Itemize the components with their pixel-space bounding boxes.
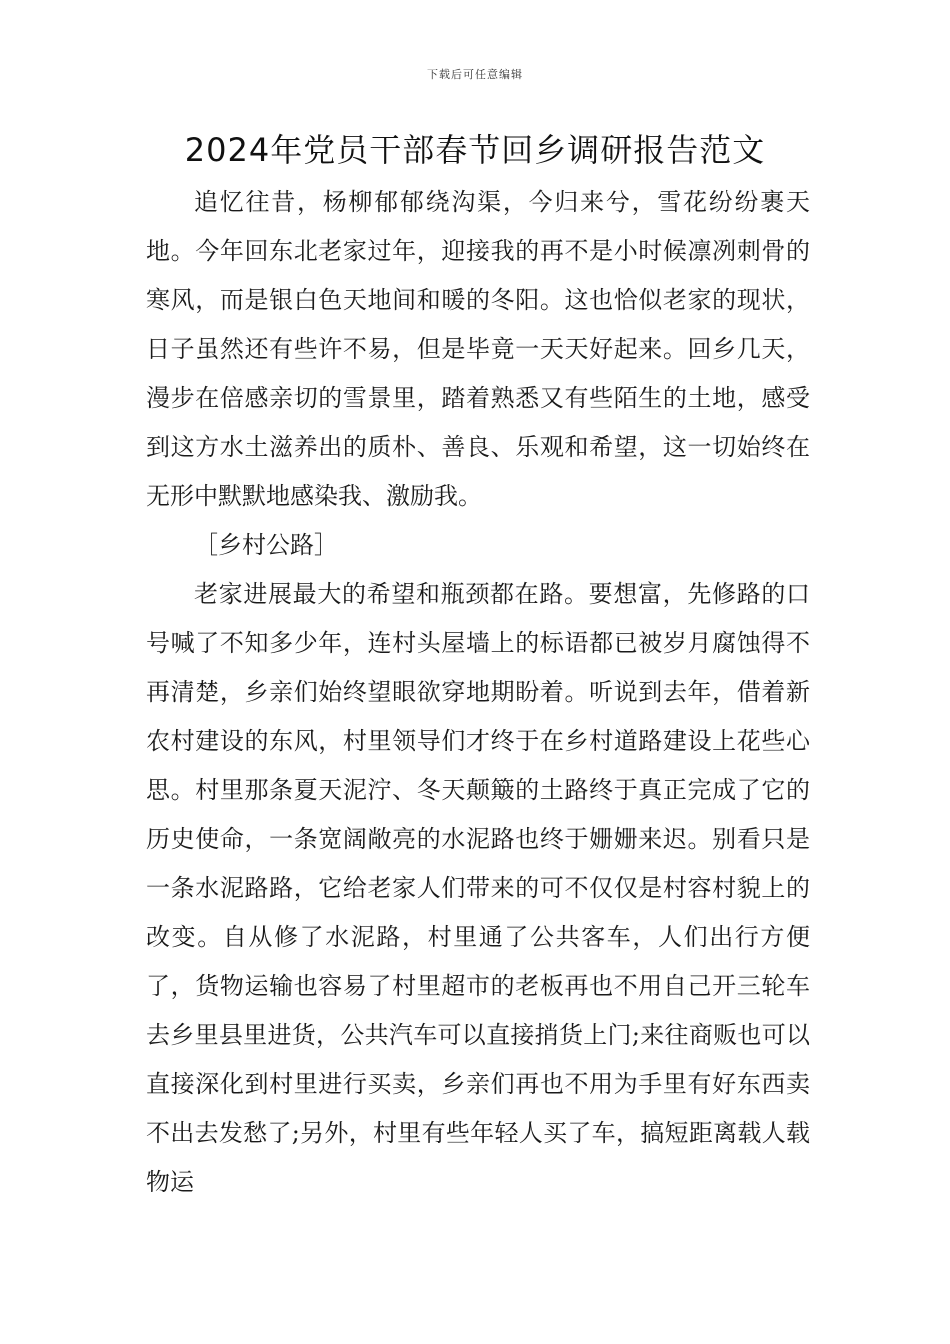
intro-paragraph: 追忆往昔，杨柳郁郁绕沟渠，今归来兮，雪花纷纷裹天地。今年回东北老家过年，迎接我的再不是小时候凛冽刺骨的寒风，而是银白色天地间和暖的冬阳。这也恰似老家的现状，日子虽然还有些许不易，但是毕竟一天天好起来。回乡几天，漫步在倍感亲切的雪景里，踏着熟悉又有些陌生的土地，感受到这方水土滋养出的质朴、善良、乐观和希望，这一切始终在无形中默默地感染我、激励我。 xyxy=(146,188,810,510)
document-body xyxy=(146,178,810,1207)
section-paragraph: 老家进展最大的希望和瓶颈都在路。要想富，先修路的口号喊了不知多少年，连村头屋墙上的标语都已被岁月腐蚀得不再清楚，乡亲们始终望眼欲穿地期盼着。听说到去年，借着新农村建设的东风，村里领导们才终于在乡村道路建设上花些心思。村里那条夏天泥泞、冬天颠簸的土路终于真正完成了它的历史使命，一条宽阔敞亮的水泥路也终于姗姗来迟。别看只是一条水泥路路，它给老家人们带来的可不仅仅是村容村貌上的改变。自从修了水泥路，村里通了公共客车，人们出行方便了，货物运输也容易了村里超市的老板再也不用自己开三轮车去乡里县里进货，公共汽车可以直接捎货上门;来往商贩也可以直接深化到村里进行买卖，乡亲们再也不用为手里有好东西卖不出去发愁了;另外，村里有些年轻人买了车，搞短距离载人载物运 xyxy=(146,580,810,1196)
header-note: 下载后可任意编辑 xyxy=(427,68,523,81)
document-title: 2024年党员干部春节回乡调研报告范文 xyxy=(184,131,766,169)
section-heading: ［乡村公路］ xyxy=(194,531,338,559)
